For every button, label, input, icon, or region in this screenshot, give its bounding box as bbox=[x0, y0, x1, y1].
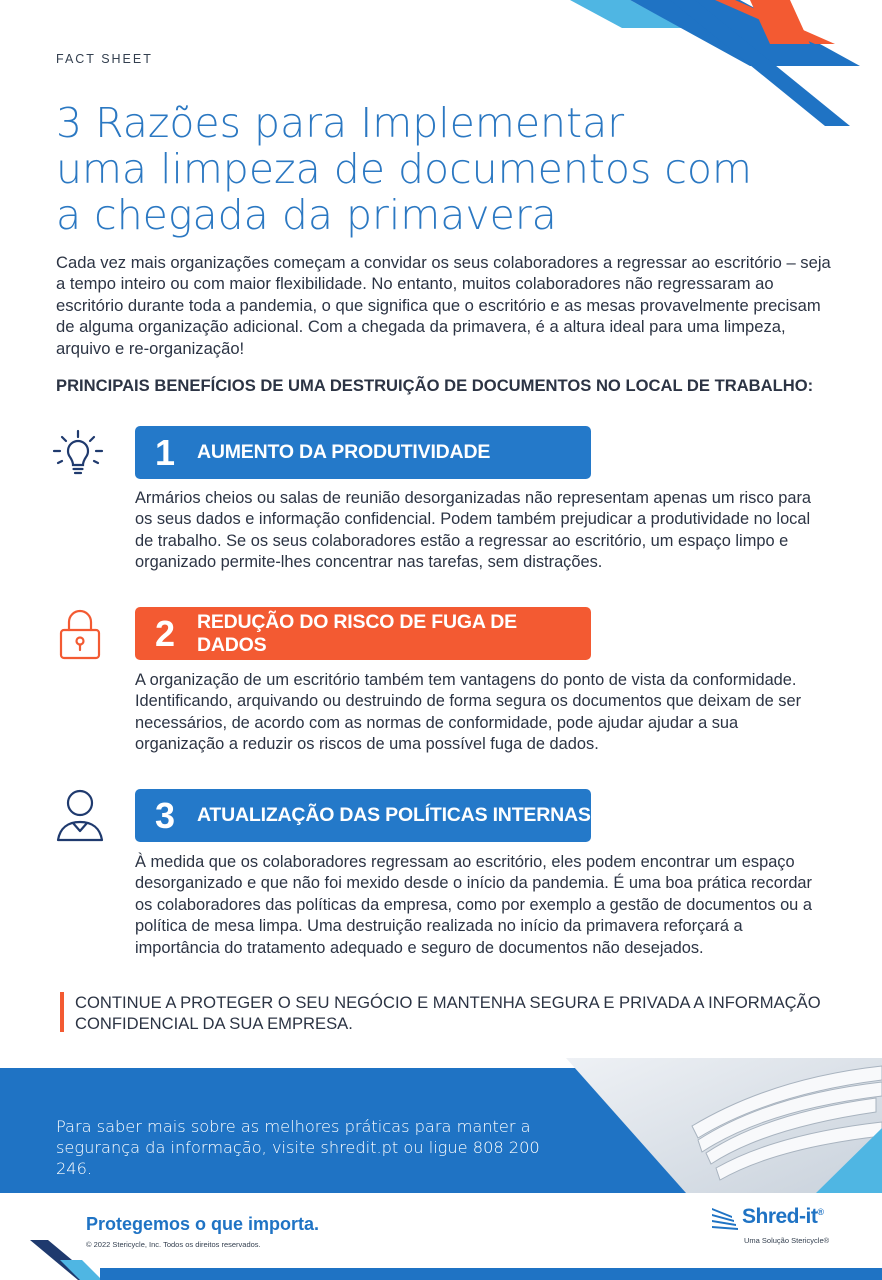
benefit-3-number: 3 bbox=[154, 794, 176, 836]
benefit-1-heading: AUMENTO DA PRODUTIVIDADE bbox=[197, 441, 491, 463]
benefit-3-heading: ATUALIZAÇÃO DAS POLÍTICAS INTERNAS bbox=[197, 804, 591, 826]
benefit-3-banner bbox=[135, 789, 591, 842]
page-title bbox=[56, 100, 816, 238]
shredit-logo-icon bbox=[712, 1206, 742, 1232]
padlock-icon bbox=[50, 604, 110, 664]
brand-logo-subtitle: Uma Solução Stericycle® bbox=[744, 1236, 830, 1245]
title-line-3: a chegada da primavera bbox=[56, 191, 557, 239]
benefit-2-text: A organização de um escritório também tem vantagens do ponto de vista da conformidade. Identificando, arquivando ou destruindo de forma segura os documentos que deixam de ser necessários, de acordo com as normas de conformidade, pode ajudar ajudar a sua organização a reduzir os riscos de uma possível fuga de dados. bbox=[135, 671, 802, 754]
benefit-2-number: 2 bbox=[154, 612, 175, 654]
benefit-3-text: À medida que os colaboradores regressam ao escritório, eles podem encontrar um espaço desorganizado e que não foi mexido desde o início da pandemia. É uma boa prática recordar os colaboradores das políticas da empresa, como por exemplo a gestão de documentos ou a política de mesa limpa. Uma destruição realizada no início da primavera reforçará a importância do tratamento adequado e seguro de documentos não desejados. bbox=[135, 853, 813, 957]
benefit-2-banner bbox=[135, 607, 591, 660]
intro-paragraph: Cada vez mais organizações começam a convidar os seus colaboradores a regressar ao escritório – seja a tempo inteiro ou com maior flexibilidade. No entanto, muitos colaboradores não regressaram ao escritório durante toda a pandemia, o que significa que o escritório e as mesas provavelmente precisam de alguma organização adicional. Com a chegada da primavera, é a altura ideal para uma limpeza, arquivo e re-organização! bbox=[56, 253, 831, 358]
benefit-1-text: Armários cheios ou salas de reunião desorganizadas não representam apenas um risco para os seus dados e informação confidencial. Podem também prejudicar a produtividade no local de trabalho. Se os seus colaboradores estão a regressar ao escritório, um espaço limpo e organizado permite-lhes concentrar nas tarefas, sem distrações. bbox=[135, 489, 812, 572]
benefit-1-banner bbox=[135, 426, 591, 479]
brand-logo-wordmark: Shred-it bbox=[742, 1205, 818, 1228]
benefit-1-number: 1 bbox=[154, 431, 176, 473]
lightbulb-icon bbox=[48, 425, 108, 485]
registered-mark: ® bbox=[817, 1207, 824, 1217]
title-line-2: uma limpeza de documentos com bbox=[56, 145, 752, 193]
brand-logo-name bbox=[742, 1205, 823, 1229]
benefit-2-heading: REDUÇÃO DO RISCO DE FUGA DE DADOS bbox=[196, 610, 517, 656]
document-type-label: FACT SHEET bbox=[56, 52, 153, 66]
title-line-1: 3 Razões para Implementar bbox=[56, 99, 625, 147]
benefits-heading: PRINCIPAIS BENEFÍCIOS DE UMA DESTRUIÇÃO DE DOCUMENTOS NO LOCAL DE TRABALHO: bbox=[56, 376, 814, 395]
paper-stack-image bbox=[566, 1058, 882, 1193]
contact-text: Para saber mais sobre as melhores práticas para manter a segurança da informação, visite shredit.pt ou ligue 808 200 246. bbox=[56, 1117, 540, 1178]
call-to-action: CONTINUE A PROTEGER O SEU NEGÓCIO E MANTENHA SEGURA E PRIVADA A INFORMAÇÃO CONFIDENCIAL DA SUA EMPRESA. bbox=[60, 992, 855, 1032]
person-icon bbox=[50, 786, 110, 846]
copyright-text: © 2022 Stericycle, Inc. Todos os direitos reservados. bbox=[86, 1240, 261, 1249]
brand-tagline: Protegemos o que importa. bbox=[86, 1214, 320, 1234]
